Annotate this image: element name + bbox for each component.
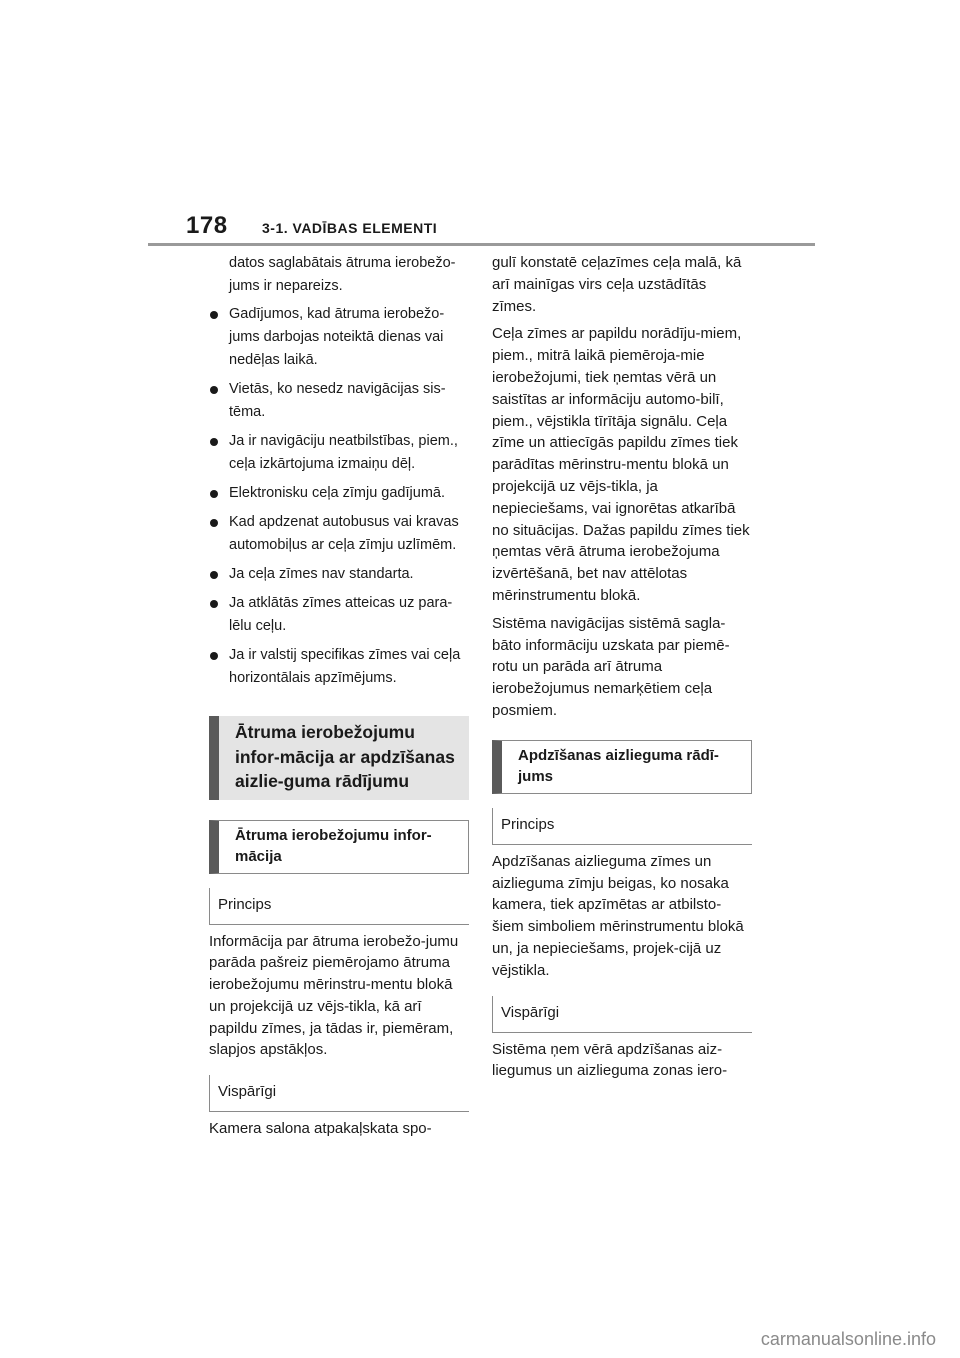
list-item xyxy=(209,303,469,372)
right-column xyxy=(492,252,752,1082)
list-item xyxy=(209,482,469,505)
general-text: Sistēma ņem vērā apdzīšanas aiz-liegumus un aizlieguma zonas iero- xyxy=(492,1040,728,1080)
list-item xyxy=(209,378,469,424)
section-heading: Ātruma ierobežojumu infor-mācija ar apdzīšanas aizlie-guma rādījumu xyxy=(209,716,469,800)
subsection-heading: Apdzīšanas aizlieguma rādī-jums xyxy=(492,740,752,794)
bullet-icon xyxy=(210,438,218,446)
page-number: 178 xyxy=(186,212,228,239)
list-item xyxy=(209,563,469,586)
watermark: carmanualsonline.info xyxy=(760,1329,936,1349)
list-item xyxy=(209,430,469,476)
bullet-icon xyxy=(210,571,218,579)
principle-heading: Princips xyxy=(209,888,469,925)
bullet-icon xyxy=(210,386,218,394)
continued-text: datos saglabātais ātruma ierobežo-jums ir nepareizs. xyxy=(229,255,456,294)
list-item-text: Ja atklātās zīmes atteicas uz para-lēlu ceļu. xyxy=(229,595,453,634)
principle-heading: Princips xyxy=(492,808,752,845)
list-item xyxy=(209,644,469,690)
list-item-text: Kad apdzenat autobusus vai kravas automobiļus ar ceļa zīmju uzlīmēm. xyxy=(229,514,459,553)
list-item-text: Ja ir navigāciju neatbilstības, piem., ceļa izkārtojuma izmaiņu dēļ. xyxy=(229,433,458,472)
list-item-text: Ja ir valstij specifikas zīmes vai ceļa horizontālais apzīmējums. xyxy=(229,647,461,686)
list-item-text: Elektronisku ceļa zīmju gadījumā. xyxy=(229,485,445,501)
list-item-text: Vietās, ko nesedz navigācijas sis-tēma. xyxy=(229,381,446,420)
list-item-text: Gadījumos, kad ātruma ierobežo-jums darbojas noteiktā dienas vai nedēļas laikā. xyxy=(229,306,445,368)
bullet-icon xyxy=(210,519,218,527)
header-divider xyxy=(148,243,815,246)
subsection-heading: Ātruma ierobežojumu infor-mācija xyxy=(209,820,469,874)
bullet-icon xyxy=(210,652,218,660)
section-title: 3-1. VADĪBAS ELEMENTI xyxy=(262,220,438,236)
list-item xyxy=(209,511,469,557)
bullet-icon xyxy=(210,600,218,608)
general-text: Kamera salona atpakaļskata spo- xyxy=(209,1120,432,1138)
list-item-text: Ja ceļa zīmes nav standarta. xyxy=(229,566,414,582)
list-item xyxy=(209,592,469,638)
principle-text: Informācija par ātruma ierobežo-jumu parāda pašreiz piemērojamo ātruma ierobežojumu mērinstru-mentu blokā un projekcijā uz vējs-tikla, kā arī papildu zīmes, ja tādas ir, piemēram, slapjos apstākļos. xyxy=(209,932,459,1059)
general-heading: Vispārīgi xyxy=(209,1075,469,1112)
general-heading: Vispārīgi xyxy=(492,996,752,1033)
bullet-list xyxy=(209,303,469,690)
principle-text: Apdzīšanas aizlieguma zīmes un aizlieguma zīmju beigas, ko nosaka kamera, tiek apzīmētas ar atbilsto-šiem simboliem mērinstrumentu blokā un, ja nepieciešams, projek-cijā uz vējstikla. xyxy=(492,852,744,979)
left-column xyxy=(209,252,469,1140)
paragraph: Ceļa zīmes ar papildu norādīju-miem, piem., mitrā laikā piemēroja-mie ierobežojumi, tiek ņemtas vērā un saistītas ar informāciju automo-bilī, piem., vējstikla tīrītāja signālu. Ceļa zīme un attiecīgās papildu zīmes tiek parādītas mērinstru-mentu blokā un projekcijā uz vējs-tikla, ja nepieciešams, vai ignorētas atkarībā no situācijas. Dažas papildu zīmes tiek ņemtas vērā ātruma ierobežojuma izvērtēšanā, bet nav attēlotas mērinstrumentu blokā. xyxy=(492,325,750,604)
bullet-icon xyxy=(210,311,218,319)
paragraph: gulī konstatē ceļazīmes ceļa malā, kā arī mainīgas virs ceļa uzstādītās zīmes. xyxy=(492,254,742,315)
paragraph: Sistēma navigācijas sistēmā sagla-bāto informāciju uzskata par piemē-rotu un parāda arī ātruma ierobežojumus nemarķētiem ceļa posmiem. xyxy=(492,614,730,719)
bullet-icon xyxy=(210,490,218,498)
